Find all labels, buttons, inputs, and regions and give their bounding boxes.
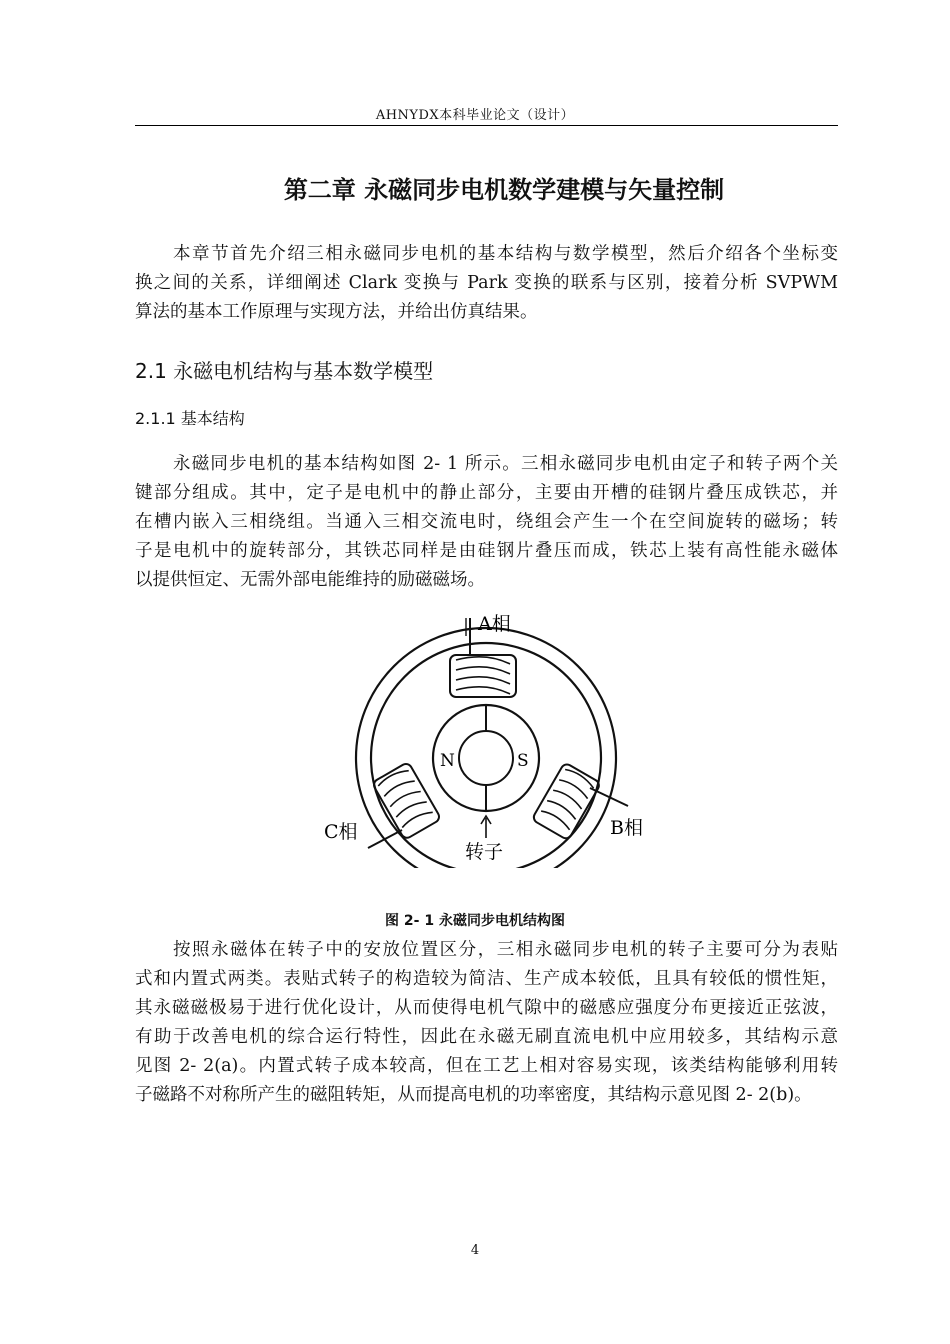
paragraph-line: 式和内置式两类。表贴式转子的构造较为简洁、生产成本较低，且具有较低的惯性矩， (135, 969, 838, 989)
paragraph-line: 按照永磁体在转子中的安放位置区分，三相永磁同步电机的转子主要可分为表贴 (173, 940, 838, 960)
paragraph-line: 子磁路不对称所产生的磁阻转矩，从而提高电机的功率密度，其结构示意见图 2- 2(b)。 (135, 1085, 812, 1105)
coil-c-lead (368, 830, 402, 848)
paragraph-line: 子是电机中的旋转部分，其铁芯同样是由硅钢片叠压而成，铁芯上装有高性能永磁体 (135, 541, 838, 561)
page-number: 4 (470, 1243, 480, 1258)
paragraph-line: 键部分组成。其中，定子是电机中的静止部分，主要由开槽的硅钢片叠压成铁芯，并 (135, 483, 838, 503)
section-title: 2.1 永磁电机结构与基本数学模型 (135, 359, 434, 383)
paragraph-line: 在槽内嵌入三相绕组。当通入三相交流电时，绕组会产生一个在空间旋转的磁场；转 (135, 512, 838, 532)
label-a-phase: A相 (478, 613, 511, 635)
motor-diagram (310, 608, 650, 868)
intro-paragraph (135, 240, 838, 327)
intro-line: 本章节首先介绍三相永磁同步电机的基本结构与数学模型，然后介绍各个坐标变 (173, 244, 838, 264)
coil-b (532, 762, 601, 840)
subsection-title: 2.1.1 基本结构 (135, 409, 245, 428)
paragraph-line: 永磁同步电机的基本结构如图 2- 1 所示。三相永磁同步电机由定子和转子两个关 (173, 454, 838, 474)
rotor-shaft (459, 731, 513, 785)
header-rule (135, 125, 838, 126)
structure-paragraph (135, 450, 838, 595)
intro-line: 算法的基本工作原理与实现方法，并给出仿真结果。 (135, 302, 538, 322)
label-rotor: 转子 (465, 841, 504, 863)
rotor-types-paragraph (135, 936, 838, 1110)
chapter-title: 第二章 永磁同步电机数学建模与矢量控制 (283, 176, 725, 204)
figure-caption: 图 2- 1 永磁同步电机结构图 (385, 913, 565, 929)
paragraph-line: 有助于改善电机的综合运行特性，因此在永磁无刷直流电机中应用较多，其结构示意 (135, 1027, 838, 1047)
motor-structure-figure (310, 608, 650, 868)
label-north-pole: N (440, 751, 455, 771)
coil-c (372, 762, 441, 840)
paragraph-line: 以提供恒定、无需外部电能维持的励磁磁场。 (135, 570, 485, 590)
paragraph-line: 其永磁磁极易于进行优化设计，从而使得电机气隙中的磁感应强度分布更接近正弦波， (135, 998, 838, 1018)
label-b-phase: B相 (610, 817, 643, 839)
intro-line: 换之间的关系，详细阐述 Clark 变换与 Park 变换的联系与区别，接着分析 SVPWM (135, 273, 838, 293)
label-south-pole: S (517, 751, 529, 771)
label-c-phase: C相 (324, 821, 358, 843)
page-header: AHNYDX本科毕业论文（设计） (375, 108, 575, 123)
paragraph-line: 见图 2- 2(a)。内置式转子成本较高，但在工艺上相对容易实现，该类结构能够利用转 (135, 1056, 838, 1076)
